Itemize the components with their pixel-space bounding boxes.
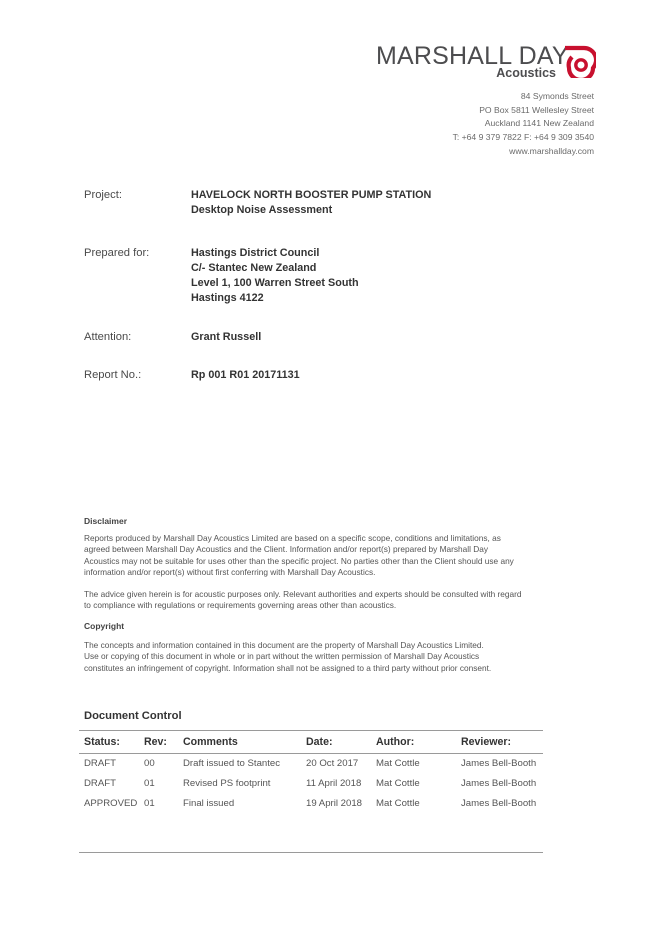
report-no-value: Rp 001 R01 20171131 bbox=[191, 369, 300, 381]
attention-label: Attention: bbox=[84, 331, 132, 343]
logo-sub-text: Acoustics bbox=[496, 66, 556, 80]
prepared-for-line: C/- Stantec New Zealand bbox=[191, 262, 317, 274]
paragraph-line: Reports produced by Marshall Day Acoustics Limited are based on a specific scope, conditions and limitations, as bbox=[84, 533, 501, 543]
document-control-title: Document Control bbox=[84, 710, 182, 722]
paragraph-line: The advice given herein is for acoustic purposes only. Relevant authorities and experts should be consulted with regard bbox=[84, 589, 522, 599]
paragraph-line: Acoustics may not be suitable for uses other than the specific project. No parties other than the Client should use any bbox=[84, 555, 514, 566]
company-address bbox=[453, 90, 594, 159]
prepared-for-label: Prepared for: bbox=[84, 247, 150, 259]
cell-reviewer: James Bell-Booth bbox=[461, 778, 537, 789]
cell-author: Mat Cottle bbox=[376, 758, 420, 769]
cell-status: APPROVED bbox=[84, 798, 138, 809]
paragraph-line: The concepts and information contained in this document are the property of Marshall Day Acoustics Limited. bbox=[84, 640, 484, 650]
disclaimer-paragraph-1 bbox=[84, 533, 554, 578]
paragraph-line: to compliance with regulations or requirements governing areas other than acoustics. bbox=[84, 600, 397, 611]
paragraph-line: information and/or report(s) without first conferring with Marshall Day Acoustics. bbox=[84, 566, 376, 577]
cell-author: Mat Cottle bbox=[376, 778, 420, 789]
prepared-for-line: Level 1, 100 Warren Street South bbox=[191, 277, 359, 289]
cell-author: Mat Cottle bbox=[376, 798, 420, 809]
cell-rev: 01 bbox=[144, 798, 155, 809]
address-website: www.marshallday.com bbox=[509, 145, 594, 156]
logo-mark-icon bbox=[562, 44, 596, 78]
header-comments: Comments bbox=[183, 736, 238, 748]
copyright-paragraph bbox=[84, 640, 554, 674]
paragraph-line: constitutes an infringement of copyright. Information shall not be assigned to a third party without prior consent. bbox=[84, 662, 492, 673]
cell-reviewer: James Bell-Booth bbox=[461, 758, 537, 769]
prepared-for-line: Hastings District Council bbox=[191, 247, 320, 259]
header-rev: Rev: bbox=[144, 736, 167, 748]
prepared-for-value bbox=[191, 246, 359, 306]
header-status: Status: bbox=[84, 736, 120, 748]
cell-status: DRAFT bbox=[84, 778, 116, 789]
project-value bbox=[191, 188, 431, 218]
paragraph-line: agreed between Marshall Day Acoustics and the Client. Information and/or report(s) prepared by Marshall Day bbox=[84, 544, 488, 555]
copyright-heading: Copyright bbox=[84, 621, 125, 631]
cell-rev: 00 bbox=[144, 758, 155, 769]
cell-rev: 01 bbox=[144, 778, 155, 789]
attention-value: Grant Russell bbox=[191, 331, 262, 343]
header-author: Author: bbox=[376, 736, 415, 748]
header-reviewer: Reviewer: bbox=[461, 736, 512, 748]
cell-status: DRAFT bbox=[84, 758, 116, 769]
address-phone-fax: T: +64 9 379 7822 F: +64 9 309 3540 bbox=[452, 132, 594, 143]
table-bottom-rule bbox=[79, 852, 543, 853]
header-date: Date: bbox=[306, 736, 333, 748]
company-logo bbox=[376, 42, 596, 82]
cell-date: 19 April 2018 bbox=[306, 798, 363, 809]
project-subtitle: Desktop Noise Assessment bbox=[191, 204, 333, 216]
paragraph-line: Use or copying of this document in whole or in part without the written permission of Marshall Day Acoustics bbox=[84, 651, 480, 662]
address-po-box: PO Box 5811 Wellesley Street bbox=[479, 104, 594, 115]
cell-date: 20 Oct 2017 bbox=[306, 758, 359, 769]
disclaimer-paragraph-2 bbox=[84, 589, 554, 612]
table-header-rule bbox=[79, 753, 543, 754]
cell-reviewer: James Bell-Booth bbox=[461, 798, 537, 809]
table-top-rule bbox=[79, 730, 543, 731]
report-no-label: Report No.: bbox=[84, 369, 142, 381]
cell-comments: Draft issued to Stantec bbox=[183, 758, 281, 769]
prepared-for-line: Hastings 4122 bbox=[191, 292, 264, 304]
project-title: HAVELOCK NORTH BOOSTER PUMP STATION bbox=[191, 189, 432, 201]
disclaimer-heading: Disclaimer bbox=[84, 516, 127, 526]
cell-date: 11 April 2018 bbox=[306, 778, 362, 789]
project-label: Project: bbox=[84, 189, 122, 201]
address-city: Auckland 1141 New Zealand bbox=[484, 118, 594, 129]
cell-comments: Final issued bbox=[183, 798, 235, 809]
logo-brand-text: MARSHALL DAY bbox=[376, 42, 569, 70]
cell-comments: Revised PS footprint bbox=[183, 778, 271, 789]
address-street: 84 Symonds Street bbox=[520, 91, 594, 101]
